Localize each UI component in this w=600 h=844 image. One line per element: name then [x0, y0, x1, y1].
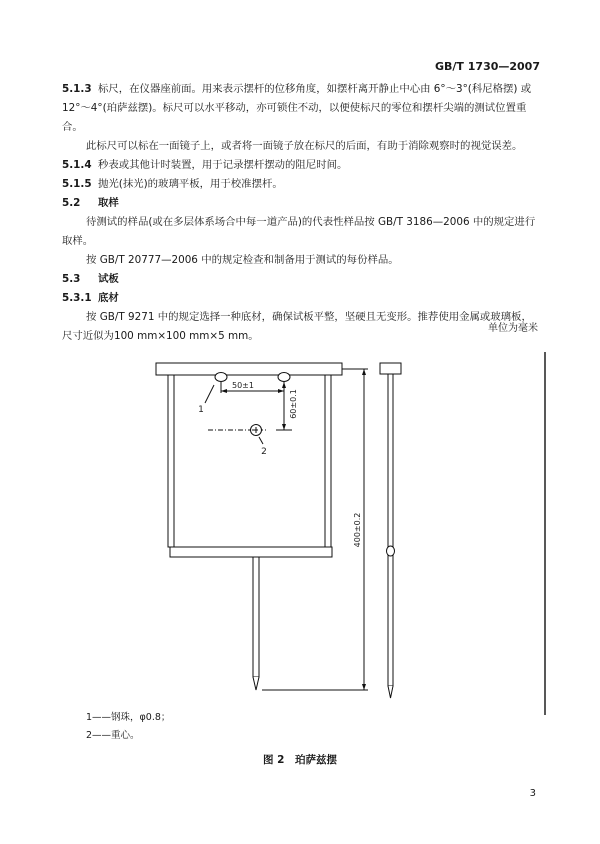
arrowhead — [221, 389, 227, 393]
unit-note: 单位为毫米 — [488, 323, 538, 334]
page-number: 3 — [529, 788, 536, 799]
callout-leader — [205, 385, 214, 403]
section-5-3-heading — [62, 270, 542, 289]
section-number: 5.1.4 — [62, 159, 92, 171]
section-number: 5.3.1 — [62, 292, 92, 304]
section-5-3-1 — [62, 289, 542, 308]
persoz-pendulum-figure — [0, 345, 600, 715]
side-view-rod — [388, 374, 393, 686]
section-number: 5.1.5 — [62, 178, 92, 190]
arrowhead — [362, 369, 366, 375]
pendulum-bottom-bar — [170, 547, 332, 557]
steel-ball-right — [278, 373, 290, 382]
section-number: 5.1.3 — [62, 83, 92, 95]
callout-1-label: 1 — [198, 405, 204, 415]
section-5-1-5 — [62, 175, 542, 194]
figure-caption: 图 2 珀萨兹摆 — [263, 754, 337, 766]
arrowhead — [278, 389, 284, 393]
pendulum-tip — [253, 677, 259, 690]
callout-2-label: 2 — [261, 447, 267, 457]
section-5-1-3 — [62, 80, 542, 137]
pendulum-left-upright — [168, 375, 174, 547]
section-5-1-4 — [62, 156, 542, 175]
pendulum-rod — [253, 557, 259, 677]
pendulum-top-bar — [156, 363, 342, 375]
section-5-2-heading — [62, 194, 542, 213]
arrowhead — [282, 424, 286, 430]
offset-dimension-label: 60±0.1 — [289, 389, 298, 419]
section-title: 试板 — [98, 273, 119, 285]
section-5-3-1-text: 按 GB/T 9271 中的规定选择一种底材，确保试板平整，坚硬且无变形。推荐使用金属或玻璃板，尺寸近似为100 mm×100 mm×5 mm。 — [62, 311, 532, 342]
legend-item-1: 1——钢珠，φ0.8； — [86, 712, 171, 723]
standard-code-header: GB/T 1730—2007 — [435, 60, 540, 73]
side-view-weight — [387, 546, 395, 556]
section-number: 5.2 — [62, 197, 81, 209]
side-view-tip — [388, 686, 393, 698]
callout-leader — [259, 437, 263, 444]
pendulum-right-upright — [325, 375, 331, 547]
arrowhead — [282, 382, 286, 388]
section-title: 底材 — [98, 292, 119, 304]
spacing-dimension-label: 50±1 — [232, 381, 254, 390]
section-text: 抛光(抹光)的玻璃平板，用于校准摆杆。 — [98, 178, 283, 190]
side-view-head — [380, 363, 401, 374]
arrowhead — [362, 684, 366, 690]
section-text: 秒表或其他计时装置，用于记录摆杆摆动的阻尼时间。 — [98, 159, 348, 171]
legend-item-2: 2——重心。 — [86, 730, 140, 741]
section-5-1-3-note: 此标尺可以标在一面镜子上，或者将一面镜子放在标尺的后面，有助于消除观察时的视觉误差。 — [86, 140, 523, 152]
section-text: 标尺，在仪器座前面。用来表示摆杆的位移角度，如摆杆离开静止中心由 6°～3°(科尼格摆) 或12°～4°(珀萨兹摆)。标尺可以水平移动，亦可锁住不动，以便使标尺的零位和摆杆尖端的测试位置重合。 — [62, 83, 532, 133]
section-5-2-paragraph-2: 按 GB/T 20777—2006 中的规定检查和制备用于测试的每份样品。 — [86, 254, 399, 266]
length-dimension-label: 400±0.2 — [353, 512, 362, 548]
section-title: 取样 — [98, 197, 119, 209]
section-number: 5.3 — [62, 273, 81, 285]
steel-ball-left — [215, 373, 227, 382]
section-5-2-paragraph-1: 待测试的样品(或在多层体系场合中每一道产品)的代表性样品按 GB/T 3186—2006 中的规定进行取样。 — [62, 216, 536, 247]
